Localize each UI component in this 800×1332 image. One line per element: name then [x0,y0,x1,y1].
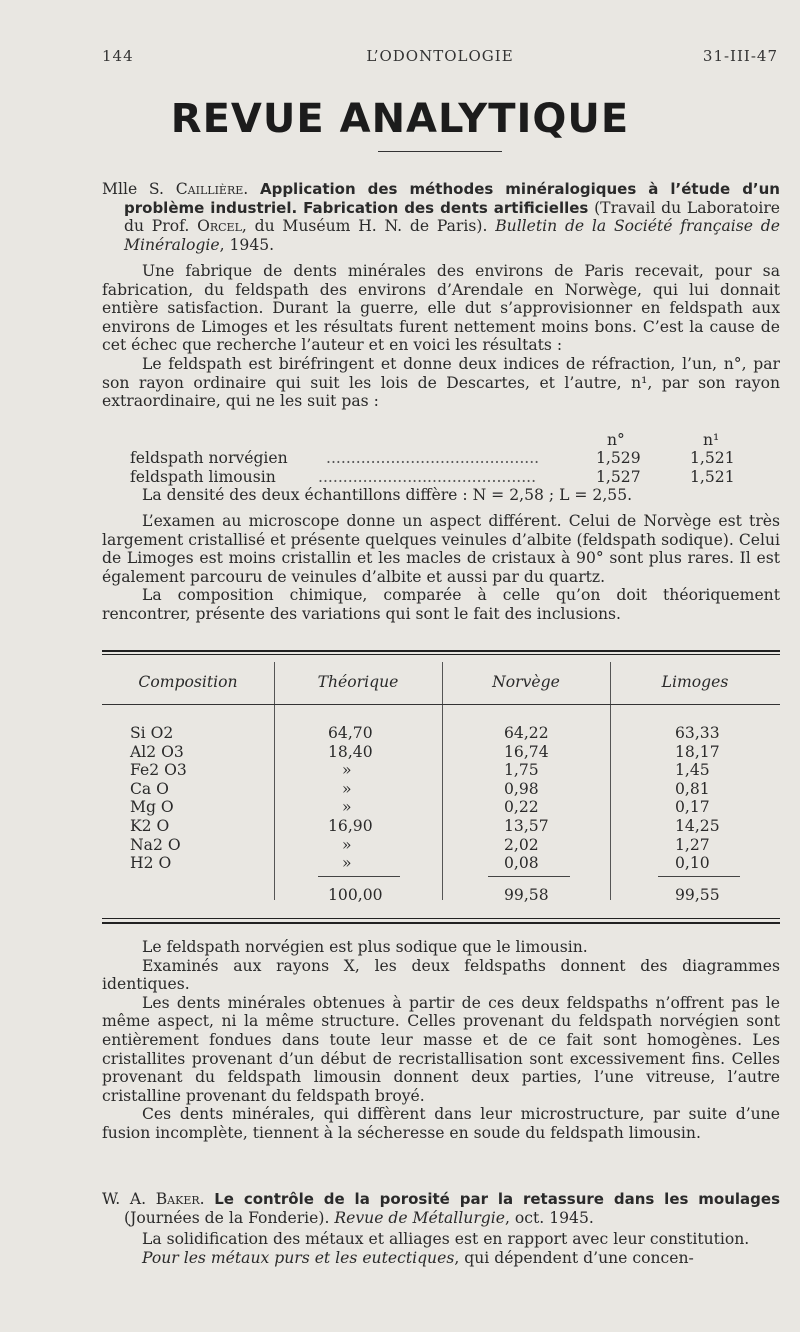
body-section-3 [102,938,780,1143]
index-row: feldspath limousin ............................................ 1,527 1,521 [130,467,735,486]
body-section-1 [102,262,780,411]
table-cell-value: 64,22 [504,724,549,742]
body-section-4 [102,1230,780,1267]
table-cell-value: 0,98 [504,779,539,798]
author-name: S. Caillière. [148,180,249,198]
journal-title: L’ODONTOLOGIE [366,47,514,65]
table-rule [102,650,780,652]
index-header-n0: n° [607,431,625,449]
source-year: , 1945. [219,235,275,254]
table-cell-value: 18,40 [328,742,373,761]
table-cell-value: » [342,854,352,873]
column-divider [274,662,275,900]
paragraph: Le feldspath norvégien est plus sodique que le limousin. [142,938,588,956]
table-cell-value: 16,90 [328,817,373,835]
table-cell-compound: Mg O [130,798,174,817]
table-cell-compound: K2 O [130,817,170,835]
table-cell-value: 1,75 [504,761,539,780]
table-cell-value: 13,57 [504,817,549,835]
issue-date: 31-III-47 [702,47,778,65]
source-date: , oct. 1945. [504,1208,594,1227]
column-divider [610,662,611,900]
sum-rule [488,876,570,877]
affiliation-name: Orcel [197,217,242,236]
composition-table [102,650,780,926]
table-cell-value: 16,74 [504,742,549,761]
table-cell-compound: Si O2 [130,724,174,742]
article-title: Application des méthodes minéralogiques à l’étude d’un problème industriel. Fabrication des dents artificielles [124,180,780,217]
index-header-n1: n¹ [703,431,720,449]
col-header-theorique: Théorique [317,673,399,691]
total-theorique: 100,00 [328,886,383,904]
col-header-limoges: Limoges [661,673,729,691]
author-name: W. A. Baker. [102,1190,205,1208]
paragraph: L’examen au microscope donne un aspect différent. Celui de Norvège est très largement cristallisé et présente quelques veinules d’albite (feldspath sodique). Celui de Limoges est moins cristallin et les macles de cristaux à 90° sont plus rares. Il est également parcouru de veinules d’albite et aussi par du quartz. [102,512,780,586]
affiliation-pre: (Travail du Laboratoire du Prof. [124,198,781,236]
table-rule [102,922,780,924]
table-rule [102,918,780,919]
paragraph: La solidification des métaux et alliages est en rapport avec leur constitution. [142,1230,750,1248]
table-cell-compound: H2 O [130,854,172,873]
article-note: (Journées de la Fonderie). [124,1208,330,1227]
table-cell-compound: Ca O [130,779,169,798]
table-rule [102,704,780,705]
title-rule [378,151,502,152]
total-norvege: 99,58 [504,886,549,904]
table-cell-value: » [342,761,352,780]
table-cell-compound: Na2 O [130,835,181,854]
source-journal: Bulletin de la Société française de Minéralogie [124,217,780,254]
source-journal: Revue de Métallurgie [334,1208,505,1227]
table-cell-value: 0,22 [504,798,539,817]
paragraph: Pour les métaux purs et les eutectiques, qui dépendent d’une concen- [142,1248,694,1267]
total-limoges: 99,55 [675,886,720,904]
paragraph: Examinés aux rayons X, les deux feldspaths donnent des diagrammes identiques. [102,956,780,994]
table-cell-value: 63,33 [675,724,720,742]
paragraph: Le feldspath est biréfringent et donne deux indices de réfraction, l’un, n°, par son rayon ordinaire qui suit les lois de Descartes, et l’autre, n¹, par son rayon extraordinaire, qui ne les suit pas : [102,354,780,411]
table-cell-value: 0,17 [675,798,710,817]
column-divider [442,662,443,900]
table-cell-value: 64,70 [328,724,373,742]
affiliation-post: , du Muséum H. N. de Paris). [241,217,488,236]
paragraph: Ces dents minérales, qui diffèrent dans leur microstructure, par suite d’une fusion incomplète, tiennent à la sécheresse en soude du feldspath limousin. [102,1105,780,1142]
sum-rule [318,876,400,877]
running-head [102,47,778,67]
body-section-2 [102,512,780,624]
table-cell-compound: Fe2 O3 [130,761,187,780]
table-cell-value: » [342,798,352,817]
table-cell-value: 18,17 [675,742,720,761]
table-cell-value: 1,45 [675,761,710,780]
reference-caillière [102,180,780,254]
paragraph: La composition chimique, comparée à celle qu’on doit théoriquement rencontrer, présente des variations qui sont le fait des inclusions. [102,586,780,623]
page-number: 144 [102,47,134,65]
section-title: REVUE ANALYTIQUE [170,96,630,142]
article-title: Le contrôle de la porosité par la retassure dans les moulages [214,1190,781,1208]
index-row: feldspath norvégien ........................................... 1,529 1,521 [130,449,735,467]
table-cell-value: 2,02 [504,835,539,854]
table-cell-value: 0,10 [675,854,710,873]
author-prefix: Mlle [102,180,138,198]
refraction-index-table [0,431,800,449]
col-header-composition: Composition [138,673,238,691]
table-cell-value: 0,81 [675,779,710,798]
density-line: La densité des deux échantillons diffère : N = 2,58 ; L = 2,55. [142,486,633,505]
paragraph: Une fabrique de dents minérales des environs de Paris recevait, pour sa fabrication, du feldspath des environs d’Arendale en Norwège, qui lui donnait entière satisfaction. Durant la guerre, elle dut s’approvisionner en feldspath aux environs de Limoges et les résultats furent nettement moins bons. C’est la cause de cet échec que recherche l’auteur et en voici les résultats : [102,262,780,355]
table-cell-value: » [342,835,352,854]
col-header-norvege: Norvège [492,673,560,691]
refraction-index-rows [102,449,780,505]
sum-rule [658,876,740,877]
table-cell-value: 1,27 [675,835,710,854]
table-cell-value: 0,08 [504,854,539,873]
table-rule [102,654,780,655]
paragraph: Les dents minérales obtenues à partir de ces deux feldspaths n’offrent pas le même aspect, ni la même structure. Celles provenant du feldspath norvégien sont entièrement fondues dans toute leur masse et de ce fait sont homogènes. Les cristallites provenant d’un début de recristallisation sont excessivement fins. Celles provenant du feldspath limousin donnent deux parties, l’une vitreuse, l’autre cristalline provenant du feldspath broyé. [102,993,780,1105]
table-cell-compound: Al2 O3 [130,742,184,761]
reference-baker [102,1190,780,1227]
table-cell-value: » [342,779,352,798]
table-cell-value: 14,25 [675,817,720,835]
